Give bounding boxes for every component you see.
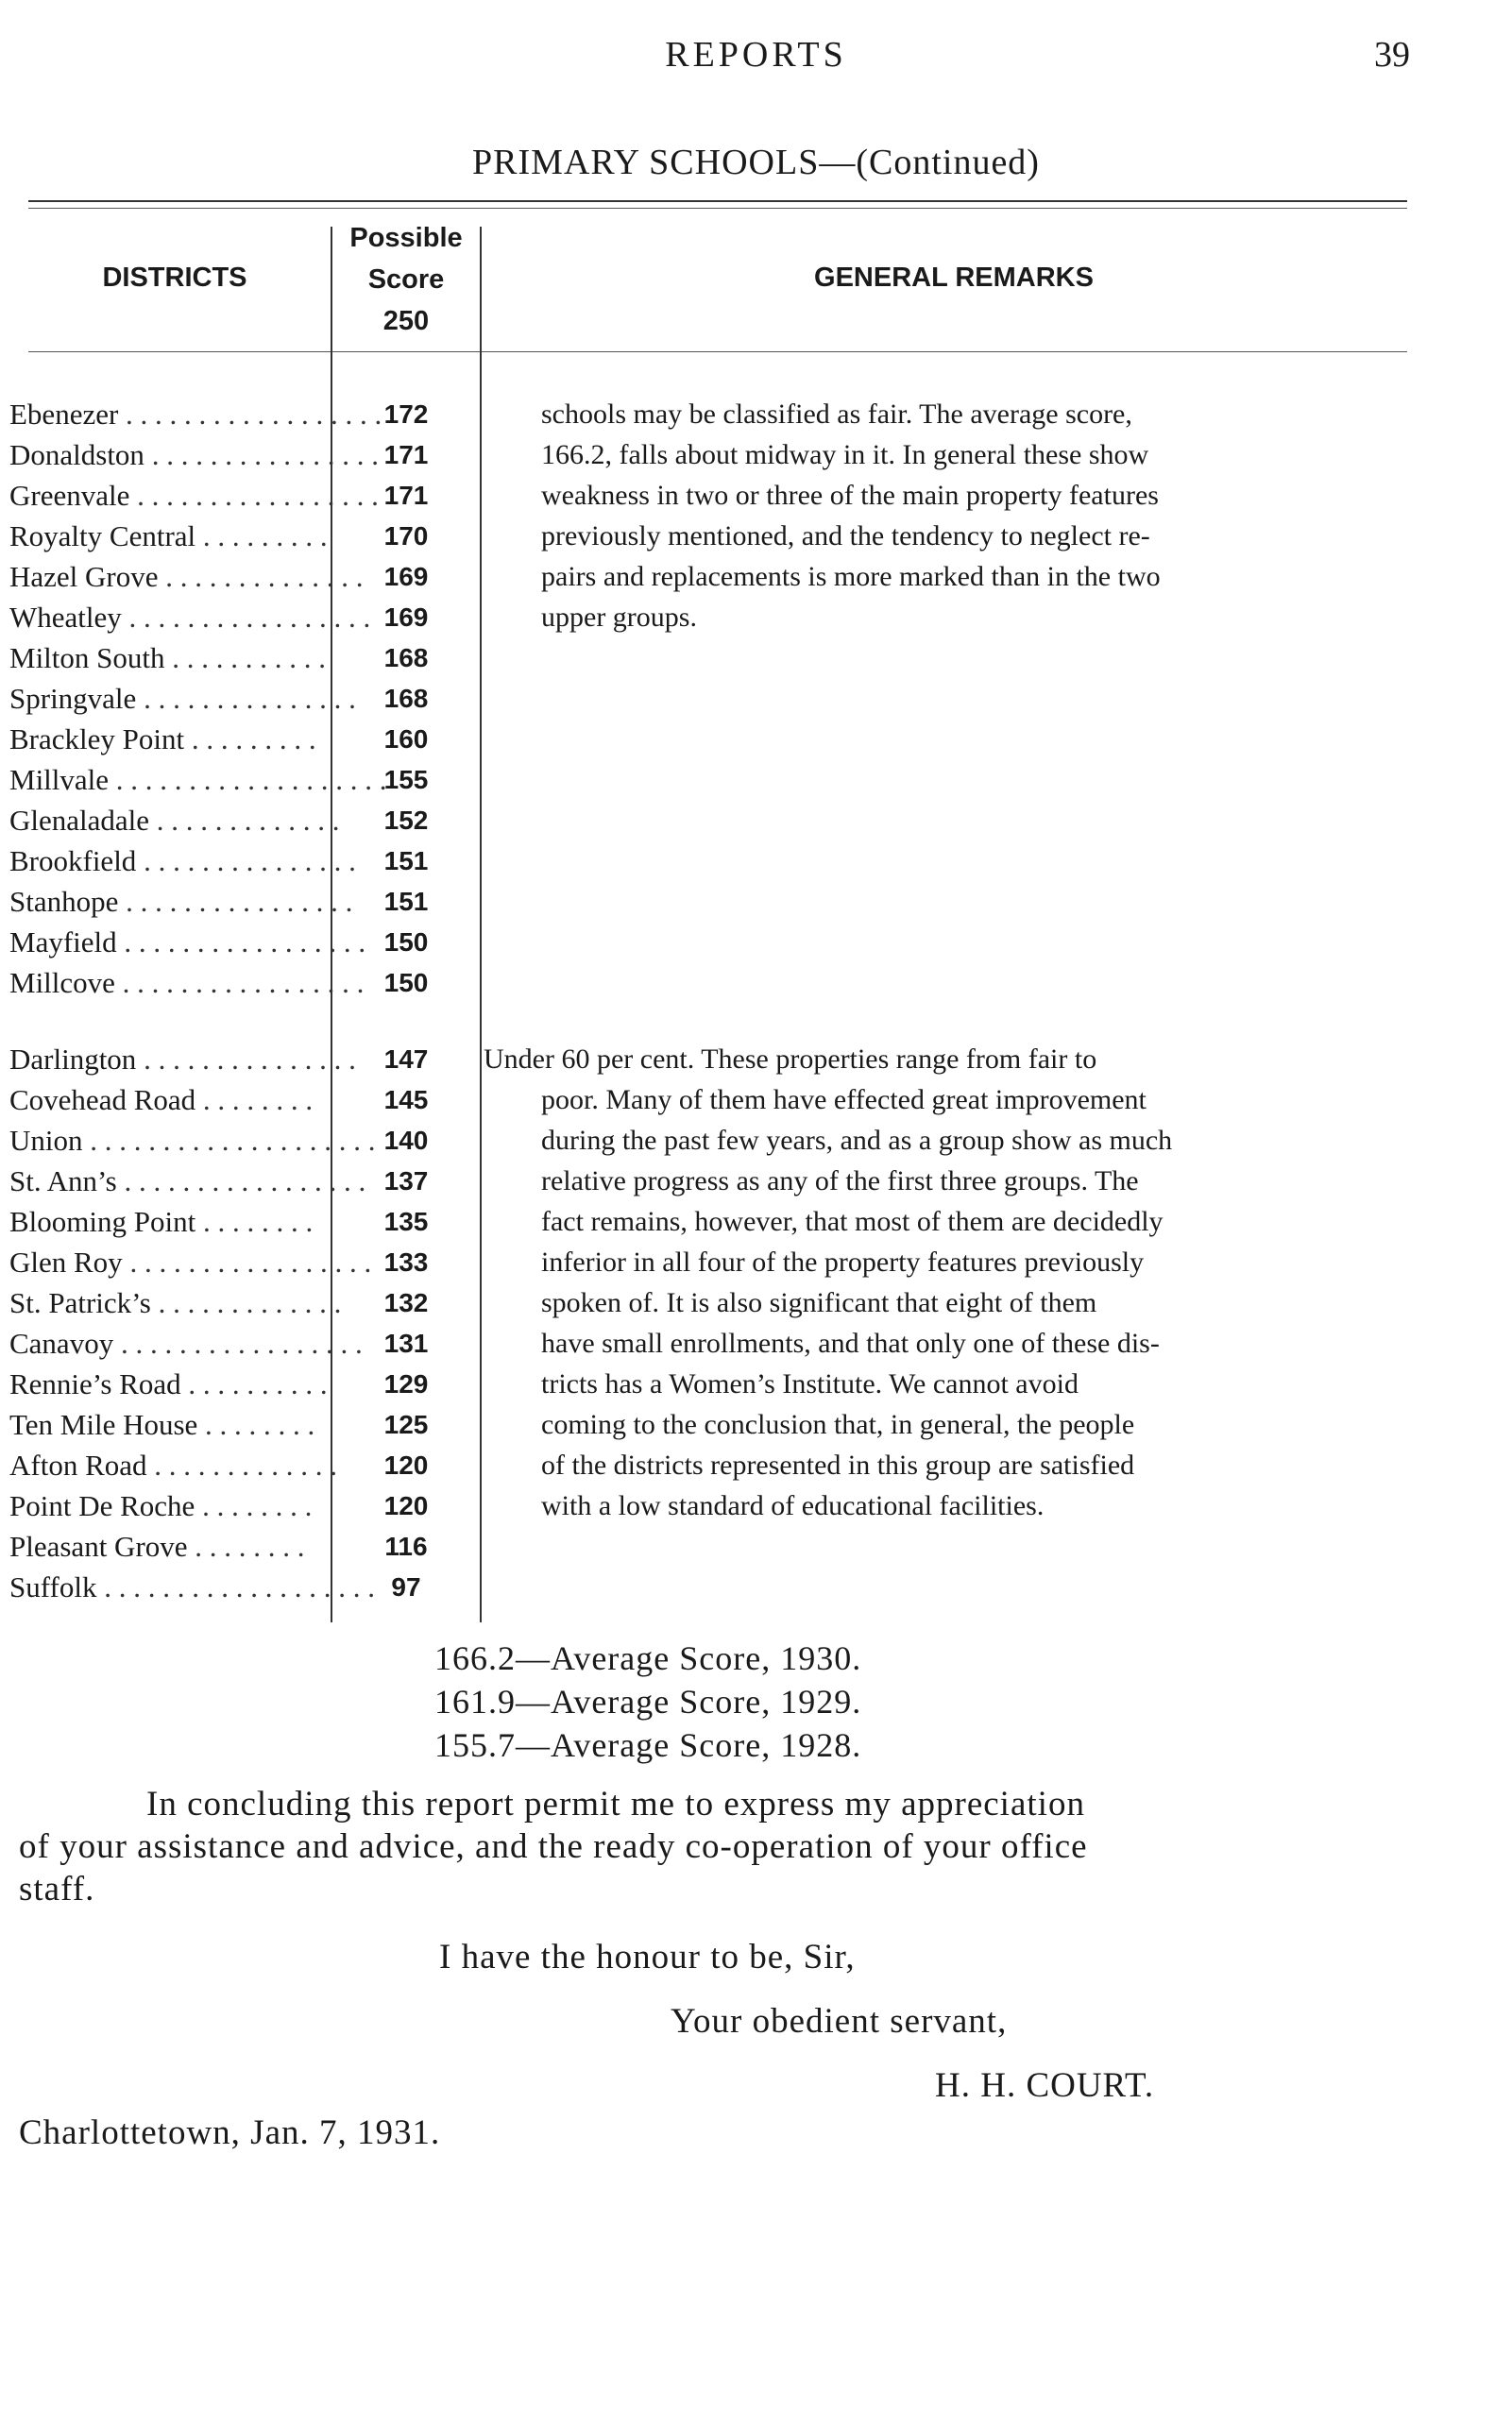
district-name: Covehead Road [9, 1083, 196, 1116]
leader-dots: . . . . . . . . . . . . . . . . . [122, 1246, 372, 1279]
table-row [9, 678, 356, 719]
district-name: Brackley Point [9, 722, 185, 755]
table-row [9, 719, 329, 759]
leader-dots: . . . . . . . . [187, 1530, 305, 1563]
table-row [9, 1567, 375, 1607]
leader-dots: . . . . . . . . . . . . . . . . [144, 438, 379, 471]
average-score-line: 161.9—Average Score, 1929. [434, 1683, 862, 1721]
possible-score-header-line1: Possible [349, 223, 463, 253]
table-row [9, 800, 340, 840]
table-row [9, 1120, 376, 1161]
score-value: 97 [391, 1572, 421, 1602]
closing-paragraph-line: of your assistance and advice, and the ready co-operation of your office [19, 1827, 1088, 1866]
district-name: Afton Road [9, 1449, 147, 1482]
table-row [9, 394, 382, 434]
remark-line: pairs and replacements is more marked than in the two [541, 561, 1161, 592]
leader-dots: . . . . . . . . . . . . . . . . . [116, 925, 366, 959]
leader-dots: . . . . . . . . . . . . . . . [136, 1043, 356, 1076]
score-value: 150 [383, 927, 429, 957]
table-row [9, 1485, 329, 1526]
district-name: Millcove [9, 966, 115, 999]
table-row [9, 840, 356, 881]
table-row [9, 475, 379, 516]
table-row [9, 1161, 366, 1201]
district-name: St. Ann’s [9, 1164, 117, 1197]
leader-dots: . . . . . . . . . . . . . [146, 1449, 338, 1482]
district-name: Blooming Point [9, 1205, 196, 1238]
leader-dots: . . . . . . . . [197, 1408, 315, 1441]
closing-paragraph-line: staff. [19, 1870, 95, 1909]
table-row [9, 1242, 372, 1282]
column-divider-2 [480, 227, 482, 1622]
table-row [9, 922, 366, 962]
district-name: Royalty Central [9, 519, 196, 552]
district-name: Springvale [9, 682, 137, 715]
score-value: 171 [383, 481, 429, 510]
leader-dots: . . . . . . . . . . . . . . . . . [129, 479, 379, 512]
leader-dots: . . . . . . . . . . . . . . . . . [116, 1164, 366, 1197]
leader-dots: . . . . . . . . . [195, 519, 328, 552]
column-divider-1 [331, 227, 332, 1622]
score-value: 131 [383, 1329, 429, 1358]
score-value: 171 [383, 440, 429, 469]
table-row [9, 1404, 329, 1445]
score-value: 135 [383, 1207, 429, 1236]
score-value: 151 [383, 887, 429, 916]
table-row [9, 962, 365, 1003]
district-name: Union [9, 1124, 83, 1157]
honour-line: I have the honour to be, Sir, [439, 1938, 856, 1976]
score-value: 132 [383, 1288, 429, 1317]
score-value: 155 [383, 765, 429, 794]
signature: H. H. COURT. [935, 2066, 1155, 2105]
remark-line: inferior in all four of the property features previously [541, 1247, 1145, 1278]
score-value: 120 [383, 1491, 429, 1520]
district-name: Ten Mile House [9, 1408, 198, 1441]
table-row [9, 1079, 329, 1120]
table-row [9, 1323, 363, 1364]
leader-dots: . . . . . . . . . . [180, 1367, 328, 1400]
district-name: Milton South [9, 641, 165, 674]
average-score-line: 155.7—Average Score, 1928. [434, 1726, 862, 1764]
page-number: 39 [1374, 35, 1410, 75]
table-row [9, 759, 387, 800]
remark-line: weakness in two or three of the main property features [541, 480, 1159, 511]
leader-dots: . . . . . . . . [195, 1489, 313, 1522]
table-row [9, 1364, 329, 1404]
leader-dots: . . . . . . . . [195, 1083, 314, 1116]
table-row [9, 597, 371, 637]
district-name: Greenvale [9, 479, 130, 512]
table-row [9, 1201, 329, 1242]
possible-score-header-line3: 250 [382, 306, 430, 336]
leader-dots: . . . . . . . . . . . . . . . . . . . [96, 1570, 375, 1603]
district-name: Hazel Grove [9, 560, 159, 593]
score-value: 160 [383, 724, 429, 754]
header-bottom-rule [28, 351, 1407, 352]
district-name: Stanhope [9, 885, 119, 918]
score-value: 170 [383, 521, 429, 551]
score-value: 172 [383, 399, 429, 429]
leader-dots: . . . . . . . . . [184, 722, 316, 755]
possible-score-header-line2: Score [367, 264, 445, 295]
district-name: Brookfield [9, 844, 137, 877]
leader-dots: . . . . . . . . . . . [164, 641, 327, 674]
leader-dots: . . . . . . . . . . . . . . . . . [114, 966, 365, 999]
remark-line: 166.2, falls about midway in it. In general these show [541, 439, 1149, 470]
remark-line: poor. Many of them have effected great improvement [541, 1084, 1147, 1115]
table-top-rule-2 [28, 208, 1407, 209]
leader-dots: . . . . . . . . . . . . . . . . . . . [109, 763, 387, 796]
leader-dots: . . . . . . . . . . . . . . . . . [121, 601, 371, 634]
district-name: Rennie’s Road [9, 1367, 181, 1400]
score-value: 120 [383, 1450, 429, 1480]
score-value: 129 [383, 1369, 429, 1399]
district-name: Point De Roche [9, 1489, 195, 1522]
table-row [9, 1526, 329, 1567]
score-value: 137 [383, 1166, 429, 1196]
remark-line: previously mentioned, and the tendency to neglect re- [541, 520, 1150, 551]
remark-line: have small enrollments, and that only one of these dis- [541, 1328, 1160, 1359]
score-value: 125 [383, 1410, 429, 1439]
score-value: 147 [383, 1044, 429, 1074]
remarks-column-header: GENERAL REMARKS [814, 263, 1094, 293]
leader-dots: . . . . . . . . . . . . . . . . . [113, 1327, 363, 1360]
district-name: Darlington [9, 1043, 137, 1076]
remark-line: upper groups. [541, 602, 697, 633]
leader-dots: . . . . . . . . [195, 1205, 314, 1238]
table-row [9, 881, 353, 922]
place-date: Charlottetown, Jan. 7, 1931. [19, 2113, 441, 2152]
district-name: Donaldston [9, 438, 144, 471]
table-row [9, 637, 329, 678]
remark-line: during the past few years, and as a group show as much [541, 1125, 1173, 1156]
average-score-line: 166.2—Average Score, 1930. [434, 1639, 862, 1677]
score-value: 140 [383, 1126, 429, 1155]
remark-line: spoken of. It is also significant that eight of them [541, 1287, 1097, 1318]
district-name: Canavoy [9, 1327, 114, 1360]
district-name: Glenaladale [9, 804, 150, 837]
closing-paragraph-line: In concluding this report permit me to express my appreciation [146, 1785, 1085, 1824]
remark-line: with a low standard of educational facilities. [541, 1490, 1045, 1521]
score-value: 116 [384, 1532, 428, 1561]
district-name: Mayfield [9, 925, 117, 959]
leader-dots: . . . . . . . . . . . . . . . . . . . . [82, 1124, 376, 1157]
section-title: PRIMARY SCHOOLS—(Continued) [472, 143, 1040, 182]
district-name: St. Patrick’s [9, 1286, 151, 1319]
valediction: Your obedient servant, [671, 2002, 1008, 2041]
score-value: 151 [383, 846, 429, 875]
leader-dots: . . . . . . . . . . . . . . . [136, 844, 356, 877]
leader-dots: . . . . . . . . . . . . . . . . [118, 885, 353, 918]
table-row [9, 1039, 356, 1079]
running-header: REPORTS [665, 35, 847, 75]
table-row [9, 556, 364, 597]
remark-line: schools may be classified as fair. The average score, [541, 399, 1132, 430]
leader-dots: . . . . . . . . . . . . . [149, 804, 340, 837]
score-value: 150 [383, 968, 429, 997]
score-value: 145 [383, 1085, 429, 1114]
score-value: 168 [383, 643, 429, 672]
table-row [9, 1282, 342, 1323]
table-row [9, 516, 329, 556]
district-name: Glen Roy [9, 1246, 123, 1279]
remark-line: relative progress as any of the first three groups. The [541, 1165, 1139, 1196]
score-value: 169 [383, 602, 429, 632]
remark-line: Under 60 per cent. These properties range from fair to [484, 1043, 1097, 1075]
districts-column-header: DISTRICTS [102, 263, 247, 293]
district-name: Pleasant Grove [9, 1530, 188, 1563]
leader-dots: . . . . . . . . . . . . . . . [136, 682, 356, 715]
remark-line: coming to the conclusion that, in general, the people [541, 1409, 1135, 1440]
remark-line: of the districts represented in this group are satisfied [541, 1450, 1135, 1481]
district-name: Suffolk [9, 1570, 97, 1603]
district-name: Wheatley [9, 601, 122, 634]
table-row [9, 1445, 338, 1485]
district-name: Ebenezer [9, 398, 119, 431]
leader-dots: . . . . . . . . . . . . . [150, 1286, 342, 1319]
leader-dots: . . . . . . . . . . . . . . [158, 560, 364, 593]
district-name: Millvale [9, 763, 110, 796]
score-value: 168 [383, 684, 429, 713]
remark-line: tricts has a Women’s Institute. We cannot avoid [541, 1368, 1079, 1400]
leader-dots: . . . . . . . . . . . . . . . . . . [118, 398, 382, 431]
score-value: 133 [383, 1247, 429, 1277]
table-row [9, 434, 379, 475]
score-value: 169 [383, 562, 429, 591]
table-top-rule [28, 200, 1407, 202]
score-value: 152 [383, 806, 429, 835]
remark-line: fact remains, however, that most of them are decidedly [541, 1206, 1164, 1237]
